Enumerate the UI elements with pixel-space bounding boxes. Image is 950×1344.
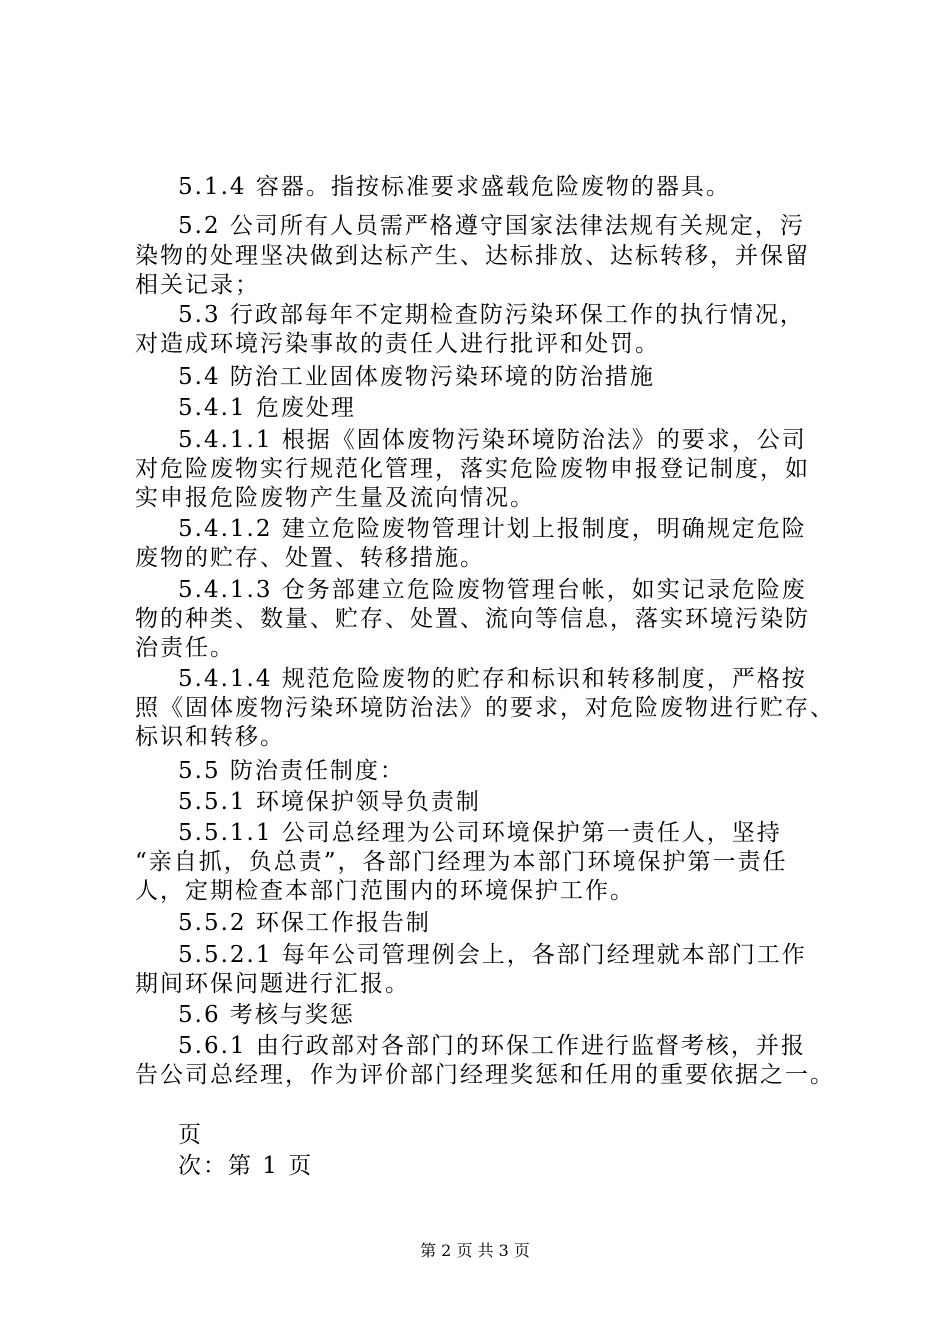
- text-line: 治责任。: [135, 635, 235, 661]
- text-line: 人，定期检查本部门范围内的环境保护工作。: [135, 878, 635, 904]
- text-line: 5.2 公司所有人员需严格遵守国家法律法规有关规定，污: [178, 213, 805, 239]
- text-line: 5.4.1.3 仓务部建立危险废物管理台帐，如实记录危险废: [178, 577, 807, 603]
- text-line: 5.6.1 由行政部对各部门的环保工作进行监督考核，并报: [178, 1033, 806, 1059]
- text-line: 5.5.1 环境保护领导负责制: [178, 789, 481, 815]
- text-line: 照《固体废物污染环境防治法》的要求，对危险废物进行贮存、: [135, 695, 835, 721]
- text-line: 标识和转移。: [135, 724, 285, 750]
- text-line: 5.4.1.1 根据《固体废物污染环境防治法》的要求，公司: [178, 427, 807, 453]
- page-footer: 第 2 页 共 3 页: [420, 1241, 530, 1260]
- text-line: 5.5.1.1 公司总经理为公司环境保护第一责任人，坚持: [178, 820, 782, 846]
- text-line: 5.4.1.4 规范危险废物的贮存和标识和转移制度，严格按: [178, 666, 807, 692]
- text-line: “亲自抓，负总责”，各部门经理为本部门环境保护第一责任: [135, 849, 788, 875]
- text-line: 5.4.1 危废处理: [178, 395, 356, 421]
- text-line: 期间环保问题进行汇报。: [135, 971, 410, 997]
- text-line: 染物的处理坚决做到达标产生、达标排放、达标转移，并保留: [135, 243, 810, 269]
- text-line: 5.5.2.1 每年公司管理例会上，各部门经理就本部门工作: [178, 942, 807, 968]
- text-line: 对造成环境污染事故的责任人进行批评和处罚。: [135, 331, 660, 357]
- text-line: 5.5.2 环保工作报告制: [178, 910, 431, 936]
- text-line: 废物的贮存、处置、转移措施。: [135, 545, 485, 571]
- text-line: 告公司总经理，作为评价部门经理奖惩和任用的重要依据之一。: [135, 1062, 835, 1088]
- text-line: 5.5 防治责任制度：: [178, 758, 405, 784]
- text-line: 5.1.4 容器。指按标准要求盛载危险废物的器具。: [178, 174, 731, 200]
- text-line: 实申报危险废物产生量及流向情况。: [135, 485, 535, 511]
- text-line: 5.3 行政部每年不定期检查防污染环保工作的执行情况，: [178, 302, 805, 328]
- text-line: 相关记录；: [135, 272, 260, 298]
- text-line: 次：第 1 页: [178, 1153, 314, 1179]
- text-line: 物的种类、数量、贮存、处置、流向等信息，落实环境污染防: [135, 606, 810, 632]
- text-line: 页: [178, 1122, 203, 1148]
- text-line: 5.6 考核与奖惩: [178, 1002, 355, 1028]
- text-line: 5.4 防治工业固体废物污染环境的防治措施: [178, 364, 655, 390]
- text-line: 对危险废物实行规范化管理，落实危险废物申报登记制度，如: [135, 456, 810, 482]
- text-line: 5.4.1.2 建立危险废物管理计划上报制度，明确规定危险: [178, 516, 807, 542]
